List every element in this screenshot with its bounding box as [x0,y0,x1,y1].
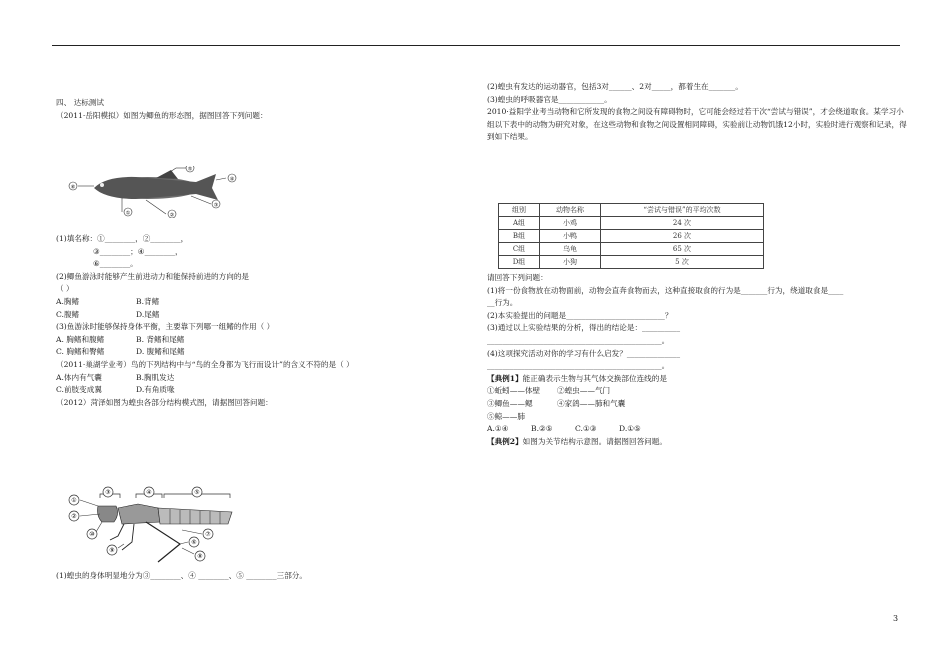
locust-label-3: ③ [105,489,111,496]
option-b: B.②⑤ [531,424,553,434]
header-rule [52,45,900,46]
locust-figure [62,486,242,566]
experiment-table [498,203,764,269]
table-cell: 乌龟 [540,243,601,256]
locust-label-5: ⑤ [194,489,200,496]
pair-3: ③鲫鱼——鳃 [487,398,533,408]
right-column-top [487,81,907,144]
table-header-cell: 动物名称 [540,204,601,217]
table-header-row [499,204,764,217]
fish-label-3: ③ [213,202,219,209]
q1-block [56,233,451,409]
section-title: 四、 达标测试 [56,98,104,107]
locust-label-1: ① [71,497,77,504]
table-row [499,256,764,269]
option-c: C.前肢变成翼 [56,385,102,395]
table-cell: 小鸭 [540,230,601,243]
fish-label-5: ⑤ [187,166,193,173]
r3b: ______________________________________________。 [487,335,670,345]
table-cell: B组 [499,230,540,243]
table-row [499,243,764,256]
q3-1: (1)蝗虫的身体明显地分为③________、④ ________、⑤ ________三部分。 [56,571,307,580]
q3-intro: （2012）菏泽如图为蝗虫各部分结构模式图，请据图回答问题： [56,397,273,407]
r1b: __行为。 [487,298,518,308]
locust-label-10: ⑩ [89,531,95,538]
q1-2-opts-row1 [56,296,451,309]
option-d: D.尾鳍 [136,309,160,319]
example-1 [487,373,907,386]
q1-3-opts-row2 [56,346,451,359]
example-1-row2 [487,398,907,411]
option-b: B.胸肌发达 [136,372,175,382]
ask: 请回答下列问题： [487,273,548,282]
fish-label-2: ② [169,212,175,218]
right-column-bottom [487,272,907,448]
q2-opts-row1 [56,372,451,385]
q3-2: (2)蝗虫有发达的运动器官，包括3对______、2对_____，都着生在_______。 [487,82,743,91]
table-cell: 24 次 [601,217,764,230]
example-1-text: 能正确表示生物与其气体交换部位连线的是 [522,373,667,383]
fish-label-6: ⑥ [70,184,76,191]
table-cell: 65 次 [601,243,764,256]
left-column [56,97,451,122]
table-row [499,230,764,243]
option-a: A.胸鳍 [56,296,80,306]
example-1-pair-5: ⑤鲸——肺 [487,411,525,421]
table-header-cell: “尝试与错误”的平均次数 [601,204,764,217]
option-d: D.①⑤ [619,424,641,434]
r4: (4)这项探究活动对你的学习有什么启发？______________ [487,348,681,358]
locust-label-2: ② [71,513,77,520]
locust-label-6: ⑥ [191,539,197,546]
table-cell: 小狗 [540,256,601,269]
q1-fill-2: ③________；④________， [93,246,183,256]
q1-intro: （2011·岳阳模拟）如图为鲫鱼的形态图，据图回答下列问题： [56,110,268,120]
r3: (3)通过以上实验结果的分析，得出的结论是：__________ [487,323,681,333]
locust-label-8: ⑧ [197,553,203,560]
table-row [499,217,764,230]
table-cell: D组 [499,256,540,269]
table-cell: 小鸡 [540,217,601,230]
example-2-text: 如图为关节结构示意图。请据图回答问题。 [522,436,667,446]
r1: (1)将一份食物放在动物面前，动物会直奔食物而去，这种直接取食的行为是_______行为，绕道取食是____ [487,285,844,295]
fish-figure [66,166,256,218]
q1-fill-1: (1)填名称：①________，②________， [56,234,189,243]
fish-label-1: ① [125,210,131,217]
r2: (2)本实验提出的问题是__________________________？ [487,310,673,320]
option-d: D.有角质喙 [136,385,175,395]
q2: （2011·巢湖学业考）鸟的下列结构中与“鸟的全身都为飞行而设计”的含义不符的是（ ） [56,359,354,369]
table-header-cell: 组别 [499,204,540,217]
experiment-paragraph: 2010·益阳学业考当动物和它所发现的食物之间设有障碍物时，它可能会经过若干次“尝试与错误”，才会绕道取食。某学习小组以下表中的动物为研究对象，在这些动物和食物之间设置相同障碍，实验前让动物饥饿12小时，实验时进行观察和记录，得到如下结果。 [487,107,907,142]
pair-1: ①蚯蚓——体壁 [487,386,541,396]
q3-1-block [56,570,451,583]
pair-2: ②蝗虫——气门 [557,386,611,396]
page-number: 3 [893,614,899,623]
option-b: B.背鳍 [136,296,160,306]
locust-label-4: ④ [146,489,152,496]
option-b: B. 背鳍和尾鳍 [136,334,185,344]
locust-label-7: ⑦ [205,531,211,538]
q2-opts-row2 [56,384,451,397]
option-a: A.体内有气囊 [56,372,102,382]
table-cell: C组 [499,243,540,256]
q1-3-opts-row1 [56,334,451,347]
locust-label-9: ⑨ [109,547,115,554]
q1-fill-3: ⑥________。 [93,259,138,269]
q1-2-paren: （ ） [56,284,74,294]
option-a: A.①④ [487,424,509,434]
table-cell: A组 [499,217,540,230]
table-cell: 5 次 [601,256,764,269]
example-2-tag: 【典例2】 [487,436,523,446]
q3-3: (3)蝗虫的呼吸器官是____________。 [487,94,612,104]
option-c: C.①③ [575,424,597,434]
table-cell: 26 次 [601,230,764,243]
example-1-row1 [487,385,907,398]
example-1-tag: 【典例1】 [487,373,523,383]
option-c: C.腹鳍 [56,309,80,319]
r4b: ______________________________________________。 [487,361,670,371]
pair-4: ④家鸽——肺和气囊 [557,398,626,408]
example-2 [487,436,907,449]
option-a: A. 胸鳍和腹鳍 [56,334,105,344]
example-1-options [487,423,907,436]
q1-2: (2)鲫鱼游泳时能够产生前进动力和能保持前进的方向的是 [56,271,250,281]
option-d: D. 腹鳍和尾鳍 [136,347,185,357]
q1-2-opts-row2 [56,309,451,322]
option-c: C. 胸鳍和臀鳍 [56,347,105,357]
q1-3: (3)鱼游泳时能够保持身体平衡，主要靠下列哪一组鳍的作用（ ） [56,322,275,332]
fish-label-4: ④ [229,176,235,183]
